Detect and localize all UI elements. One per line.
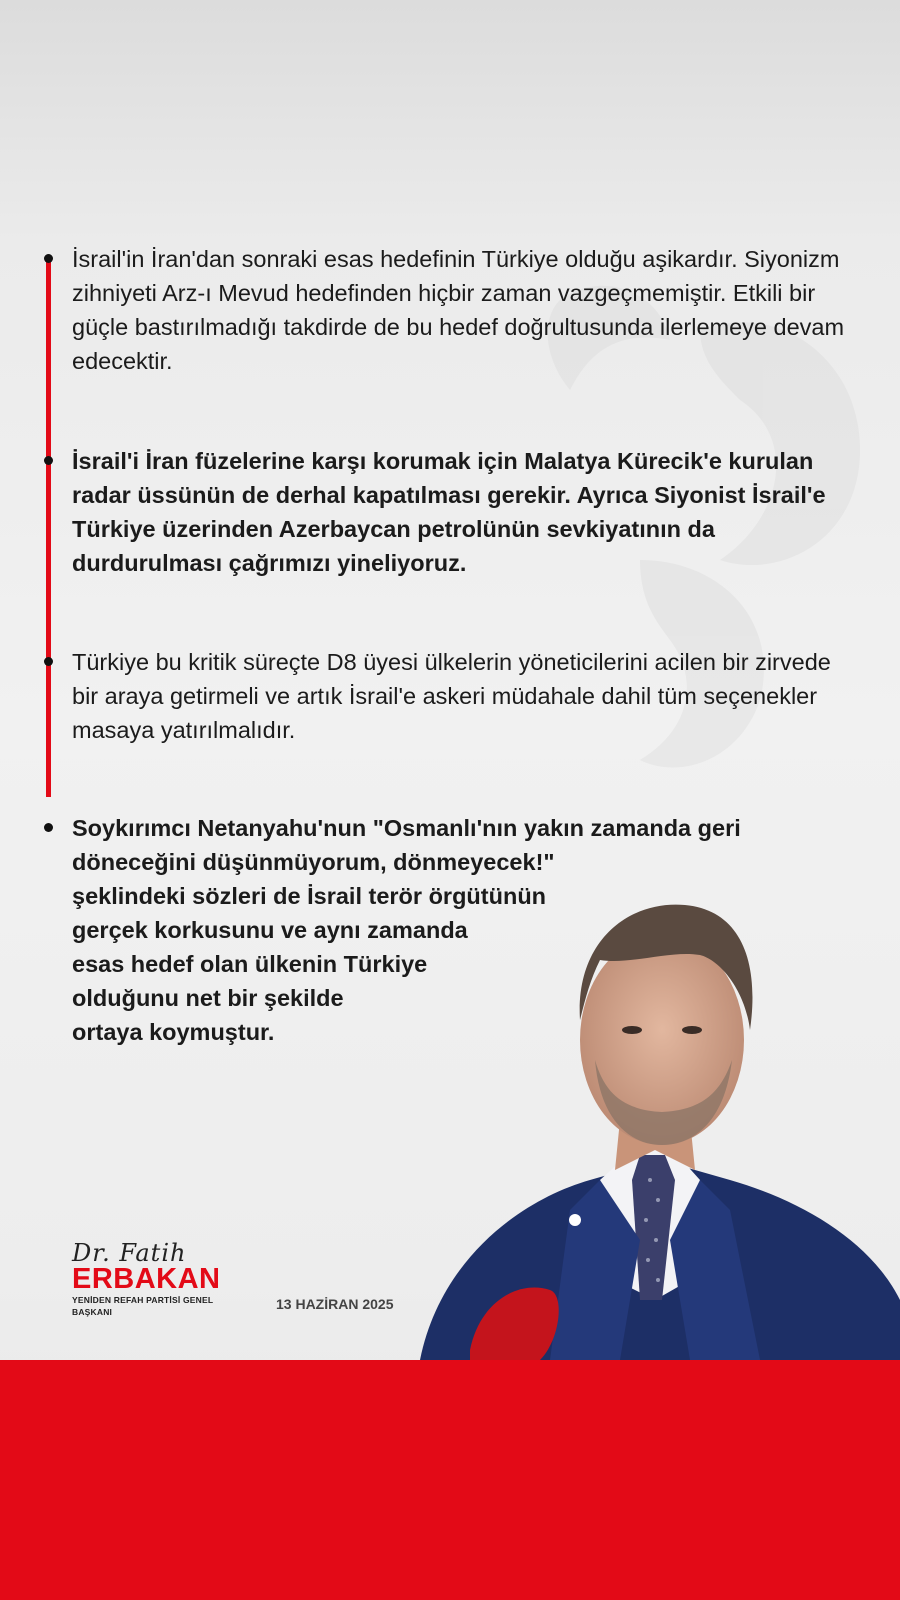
- signature-script: Dr. Fatih: [72, 1239, 187, 1267]
- bullet-item-3: [72, 645, 852, 747]
- bullet-dot: [44, 456, 53, 465]
- bullet-4-line: döneceğini düşünmüyorum, dönmeyecek!": [72, 849, 555, 875]
- bullet-dot: [44, 254, 53, 263]
- signature-name: ERBAKAN: [72, 1263, 221, 1295]
- timeline-line: [46, 262, 51, 797]
- bullet-item-1: [72, 242, 852, 378]
- bullet-4-line: Soykırımcı Netanyahu'nun "Osmanlı'nın yakın zamanda geri: [72, 815, 741, 841]
- footer-band: [0, 1360, 900, 1600]
- bullet-4-line: şeklindeki sözleri de İsrail terör örgütünün: [72, 883, 547, 909]
- bullet-4-line: esas hedef olan ülkenin Türkiye: [72, 951, 428, 977]
- bullet-text-3: Türkiye bu kritik süreçte D8 üyesi ülkelerin yöneticilerini acilen bir zirvede bir araya getirmeli ve artık İsrail'e askeri müdahale dahil tüm seçenekler masaya yatırılmalıdır.: [72, 649, 831, 743]
- bullet-4-line: ortaya koymuştur.: [72, 1019, 275, 1045]
- date-label: 13 HAZİRAN 2025: [276, 1296, 394, 1312]
- bullet-4-line: gerçek korkusunu ve aynı zamanda: [72, 917, 468, 943]
- bullet-text-1: İsrail'in İran'dan sonraki esas hedefinin Türkiye olduğu aşikardır. Siyonizm zihniyeti Arz-ı Mevud hedefinden hiçbir zaman vazgeçmemiştir. Etkili bir güçle bastırılmadığı takdirde de bu hedef doğrultusunda ilerlemeye devam edecektir.: [72, 246, 845, 374]
- bullet-dot: [44, 823, 53, 832]
- portrait-photo: [400, 880, 900, 1360]
- bullet-item-2: [72, 444, 852, 580]
- bullet-dot: [44, 657, 53, 666]
- signature-logo: [72, 1240, 242, 1318]
- bullet-text-2: İsrail'i İran füzelerine karşı korumak için Malatya Kürecik'e kurulan radar üssünün de derhal kapatılması gerekir. Ayrıca Siyonist İsrail'e Türkiye üzerinden Azerbaycan petrolünün sevkiyatının da durdurulması çağrımızı yineliyoruz.: [72, 448, 826, 576]
- bullet-4-line: olduğunu net bir şekilde: [72, 985, 344, 1011]
- signature-title: YENİDEN REFAH PARTİSİ GENEL BAŞKANI: [72, 1295, 214, 1317]
